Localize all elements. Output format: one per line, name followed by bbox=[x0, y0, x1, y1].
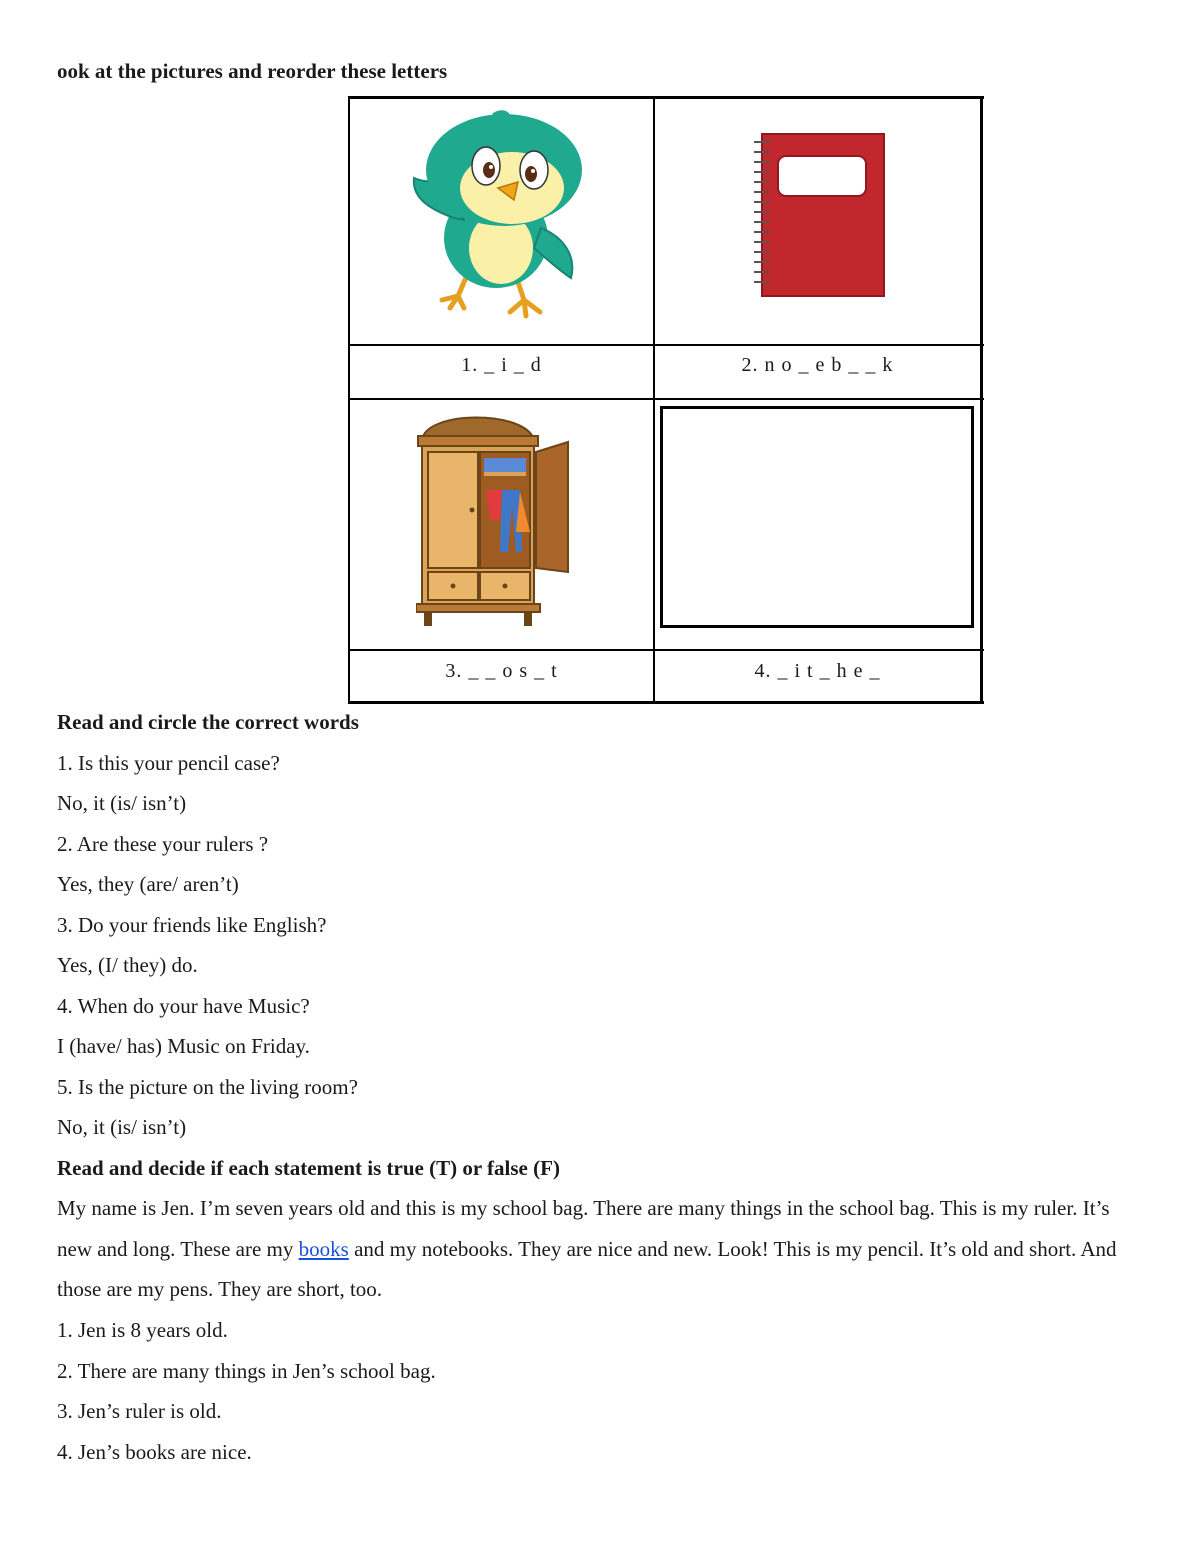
cell-label-4: 4. _ i t _ h e _ bbox=[754, 660, 881, 682]
circle-question-3: 3. Do your friends like English? bbox=[57, 913, 327, 937]
table-border-bottom bbox=[348, 701, 984, 704]
notebook-icon bbox=[748, 132, 888, 298]
books-link[interactable]: books bbox=[298, 1236, 349, 1261]
circle-question-4: 4. When do your have Music? bbox=[57, 994, 310, 1018]
circle-answer-5: No, it (is/ isn’t) bbox=[57, 1115, 187, 1139]
cell-label-1: 1. _ i _ d bbox=[461, 354, 542, 376]
circle-question-2: 2. Are these your rulers ? bbox=[57, 832, 269, 856]
picture-table bbox=[348, 96, 984, 704]
table-border-middle bbox=[653, 96, 655, 704]
section-heading-true-false: Read and decide if each statement is true (T) or false (F) bbox=[57, 1156, 560, 1180]
table-border-right bbox=[980, 96, 983, 704]
cell-label-2: 2. n o _ e b _ _ k bbox=[741, 354, 894, 376]
passage-text-start: My name is Jen. I’m seven years old and this is my school bag. There are many things in the school bag. This is my ruler. It’s new and long. These are my bbox=[57, 1196, 1110, 1261]
circle-answer-3: Yes, (I/ they) do. bbox=[57, 953, 198, 977]
circle-question-5: 5. Is the picture on the living room? bbox=[57, 1075, 358, 1099]
circle-answer-1: No, it (is/ isn’t) bbox=[57, 791, 187, 815]
statement-2: 2. There are many things in Jen’s school bag. bbox=[57, 1359, 436, 1383]
cell-label-3: 3. _ _ o s _ t bbox=[445, 660, 558, 682]
wardrobe-icon bbox=[416, 406, 588, 630]
table-border-row3 bbox=[348, 649, 984, 651]
statement-1: 1. Jen is 8 years old. bbox=[57, 1318, 228, 1342]
section-heading-circle: Read and circle the correct words bbox=[57, 710, 359, 734]
circle-answer-4: I (have/ has) Music on Friday. bbox=[57, 1034, 310, 1058]
table-border-left bbox=[348, 96, 350, 704]
table-border-row1 bbox=[348, 344, 984, 346]
table-border-row2 bbox=[348, 398, 984, 400]
statement-4: 4. Jen’s books are nice. bbox=[57, 1440, 252, 1464]
table-border-top bbox=[348, 96, 984, 99]
reading-passage bbox=[57, 1188, 1127, 1310]
section-heading-reorder: ook at the pictures and reorder these letters bbox=[57, 59, 448, 83]
circle-answer-2: Yes, they (are/ aren’t) bbox=[57, 872, 239, 896]
bird-icon bbox=[406, 108, 591, 323]
empty-picture-box bbox=[660, 406, 974, 628]
passage-text-end: and my notebooks. They are nice and new. Look! This is my pencil. It’s old and short. And those are my pens. They are short, too. bbox=[57, 1236, 1117, 1301]
circle-question-1: 1. Is this your pencil case? bbox=[57, 751, 280, 775]
statement-3: 3. Jen’s ruler is old. bbox=[57, 1399, 222, 1423]
